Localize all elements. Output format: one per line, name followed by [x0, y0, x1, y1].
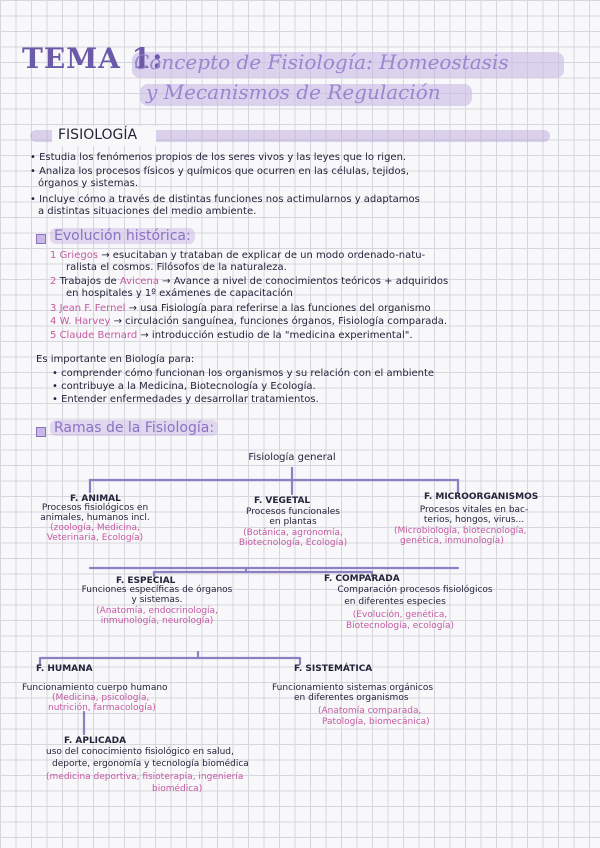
node-especial-apps2: inmunología, neurología) [100, 616, 214, 626]
number-badge: 3 [50, 303, 57, 314]
node-aplicada-apps1: (medicina deportiva, fisioterapia, ingeniería [46, 772, 244, 782]
tema-label: TEMA 1: [22, 42, 164, 75]
page-title-line2: y Mecanismos de Regulación [146, 80, 441, 104]
node-especial-desc1: Funciones específicas de órganos [81, 585, 233, 595]
node-sistematica-desc1: Funcionamiento sistemas orgánicos [272, 683, 434, 693]
node-micro-apps2: genética, inmunología) [400, 536, 504, 546]
node-especial-title: F. ESPECIAL [116, 576, 176, 586]
section-heading-evolucion: Evolución histórica: [50, 228, 195, 244]
node-humana-apps1: (Medicina, psicología, [52, 693, 150, 703]
node-aplicada-title: F. APLICADA [64, 736, 127, 746]
bullet-text: Analiza los procesos físicos y químicos que ocurren en las células, tejidos, [39, 166, 410, 177]
node-humana-apps2: nutrición, farmacología) [48, 703, 156, 713]
node-animal-apps2: Veterinaria, Ecología) [46, 533, 144, 543]
node-micro-apps1: (Microbiología, biotecnología, [394, 526, 527, 536]
importance-bullet-2: • contribuye a la Medicina, Biotecnología y Ecología. [52, 381, 316, 392]
history-item-1-cont: ralista el cosmos. Filósofos de la naturaleza. [66, 262, 287, 273]
history-name: W. Harvey [59, 316, 111, 327]
bullet-text: contribuye a la Medicina, Biotecnología y Ecología. [61, 381, 316, 392]
node-especial-apps1: (Anatomía, endocrinología, [96, 606, 218, 616]
node-animal-desc1: Procesos fisiológicos en [41, 503, 149, 513]
number-badge: 1 [50, 250, 57, 261]
history-pre: Trabajos de [59, 276, 120, 287]
node-sistematica-apps2: Patología, biomecánica) [322, 717, 430, 727]
node-micro-title: F. MICROORGANISMOS [424, 492, 539, 502]
history-text: → usa Fisiología para referirse a las funciones del organismo [128, 303, 431, 314]
history-name: Claude Bernard [59, 330, 138, 341]
node-animal-desc2: animales, humanos incl. [40, 513, 150, 523]
node-comparada-desc1: Comparación procesos fisiológicos [337, 585, 493, 595]
node-vegetal-apps1: (Botánica, agronomía, [243, 528, 343, 538]
history-text: → circulación sanguínea, funciones órganos, Fisiología comparada. [113, 316, 448, 327]
bullet-text: comprender cómo funcionan los organismos y su relación con el ambiente [61, 368, 435, 379]
node-vegetal-desc2: en plantas [269, 517, 317, 527]
node-sistematica-apps1: (Anatomía comparada, [318, 706, 422, 716]
history-item-2-cont: en hospitales y 1º exámenes de capacitación [66, 288, 293, 299]
importance-bullet-3: • Entender enfermedades y desarrollar tratamientos. [52, 394, 319, 405]
bullet-2-cont: órganos y sistemas. [38, 178, 138, 189]
node-sistematica-title: F. SISTEMÁTICA [294, 664, 373, 674]
node-animal-title: F. ANIMAL [70, 494, 121, 504]
node-comparada-title: F. COMPARADA [324, 574, 400, 584]
node-aplicada-desc2: deporte, ergonomía y tecnología biomédica [52, 759, 249, 769]
history-name: Jean F. Fernel [59, 303, 126, 314]
node-aplicada-apps2: biomédica) [152, 784, 203, 794]
history-text: → esucitaban y trataban de explicar de un modo ordenado-natu- [101, 250, 426, 261]
section-heading-ramas: Ramas de la Fisiología: [50, 420, 218, 436]
history-name: Avicena [119, 276, 159, 287]
importance-bullet-1: • comprender cómo funcionan los organismos y su relación con el ambiente [52, 368, 435, 379]
page-title-line1: Concepto de Fisiología: Homeostasis [134, 50, 509, 74]
node-aplicada-desc1: uso del conocimiento fisiológico en salud, [46, 747, 234, 757]
node-comparada-apps2: Biotecnología, ecología) [345, 621, 455, 631]
node-micro-desc1: Procesos vitales en bac- [419, 505, 529, 515]
number-badge: 2 [50, 276, 57, 287]
node-especial-desc2: y sistemas. [131, 595, 183, 605]
number-badge: 4 [50, 316, 57, 327]
bullet-text: Estudia los fenómenos propios de los seres vivos y las leyes que lo rigen. [39, 152, 407, 163]
bullet-2: • Analiza los procesos físicos y químicos que ocurren en las células, tejidos, [30, 166, 410, 177]
number-badge: 5 [50, 330, 57, 341]
history-text: → Avance a nivel de conocimientos teóricos + adquiridos [158, 276, 449, 287]
tree-root: Fisiología general [248, 452, 336, 463]
bullet-3: • Incluye cómo a través de distintas funciones nos actimularnos y adaptamos [30, 194, 420, 205]
section-heading-fisiologia: FISIOLOGÍA [58, 127, 138, 143]
history-text: → introducción estudio de la "medicina experimental". [140, 330, 413, 341]
node-comparada-desc2: en diferentes especies [344, 597, 446, 607]
bullet-text: Incluye cómo a través de distintas funciones nos actimularnos y adaptamos [39, 194, 420, 205]
node-vegetal-desc1: Procesos funcionales [246, 507, 340, 517]
node-humana-title: F. HUMANA [36, 664, 93, 674]
node-animal-apps1: (zoología, Medicina, [50, 523, 140, 533]
node-vegetal-apps2: Biotecnología, Ecología) [238, 538, 348, 548]
node-comparada-apps1: (Evolución, genética, [352, 610, 448, 620]
node-micro-desc2: terios, hongos, virus... [423, 515, 525, 525]
node-humana-desc1: Funcionamiento cuerpo humano [22, 683, 168, 693]
importance-intro: Es importante en Biología para: [36, 354, 195, 365]
history-name: Griegos [59, 250, 99, 261]
node-sistematica-desc2: en diferentes organismos [294, 693, 409, 703]
bullet-3-cont: a distintas situaciones del medio ambiente. [38, 206, 257, 217]
node-vegetal-title: F. VEGETAL [254, 496, 311, 506]
bullet-text: Entender enfermedades y desarrollar tratamientos. [61, 394, 319, 405]
bullet-1: • Estudia los fenómenos propios de los seres vivos y las leyes que lo rigen. [30, 152, 407, 163]
